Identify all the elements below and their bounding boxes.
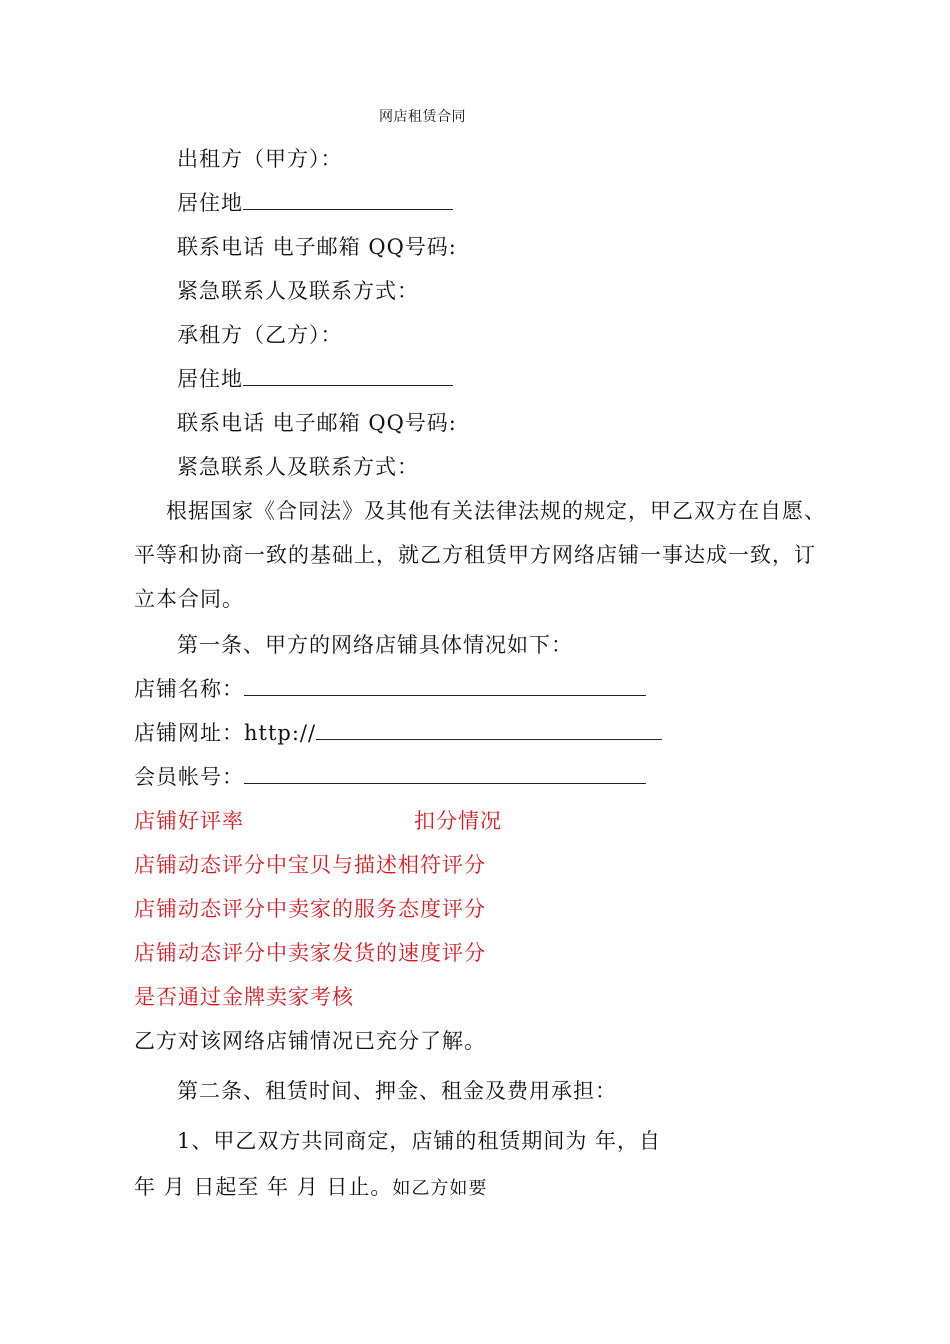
preamble-paragraph: 根据国家《合同法》及其他有关法律法规的规定，甲乙双方在自愿、平等和协商一致的基础上，就乙方租赁甲方网络店铺一事达成一致，订立本合同。	[134, 499, 826, 611]
positive-rate-label: 店铺好评率	[134, 809, 244, 833]
lessor-address-blank	[243, 191, 453, 210]
clause1-line2	[134, 1174, 487, 1202]
lessor-heading: 出租方（甲方）：	[177, 147, 343, 171]
member-account-line	[134, 764, 646, 790]
deduction-label: 扣分情况	[414, 809, 502, 833]
lessor-emergency: 紧急联系人及联系方式：	[177, 279, 419, 303]
lessor-contact: 联系电话 电子邮箱 QQ号码:	[177, 235, 457, 259]
clause1-line1: 1、甲乙双方共同商定，店铺的租赁期间为 年，自	[177, 1129, 662, 1153]
shop-url-label: 店铺网址：http://	[134, 721, 317, 745]
lessee-address-line	[177, 366, 453, 392]
clause1-tail: 如乙方如要	[392, 1178, 488, 1199]
shop-url-blank	[316, 721, 662, 740]
lessee-heading: 承租方（乙方）：	[177, 323, 343, 347]
clause1-dates: 年 月 日起至 年 月 日止。	[134, 1175, 393, 1199]
dsr-service-line: 店铺动态评分中卖家的服务态度评分	[134, 897, 486, 921]
lessor-address-line	[177, 190, 453, 216]
understood-line: 乙方对该网络店铺情况已充分了解。	[134, 1029, 486, 1053]
document-title: 网店租赁合同	[379, 109, 466, 125]
lessee-emergency: 紧急联系人及联系方式：	[177, 455, 419, 479]
shop-name-blank	[244, 677, 646, 696]
lessor-address-label: 居住地	[177, 191, 243, 215]
lessee-address-label: 居住地	[177, 367, 243, 391]
article1-heading: 第一条、甲方的网络店铺具体情况如下：	[177, 633, 573, 657]
member-account-blank	[244, 765, 646, 784]
shop-name-line	[134, 676, 646, 702]
shop-name-label: 店铺名称：	[134, 677, 244, 701]
lessee-contact: 联系电话 电子邮箱 QQ号码:	[177, 411, 457, 435]
dsr-shipping-line: 店铺动态评分中卖家发货的速度评分	[134, 941, 486, 965]
article2-heading: 第二条、租赁时间、押金、租金及费用承担：	[177, 1079, 617, 1103]
lessee-address-blank	[243, 367, 453, 386]
gold-seller-line: 是否通过金牌卖家考核	[134, 985, 354, 1009]
shop-url-line	[134, 720, 662, 746]
member-account-label: 会员帐号：	[134, 765, 244, 789]
dsr-description-line: 店铺动态评分中宝贝与描述相符评分	[134, 853, 486, 877]
